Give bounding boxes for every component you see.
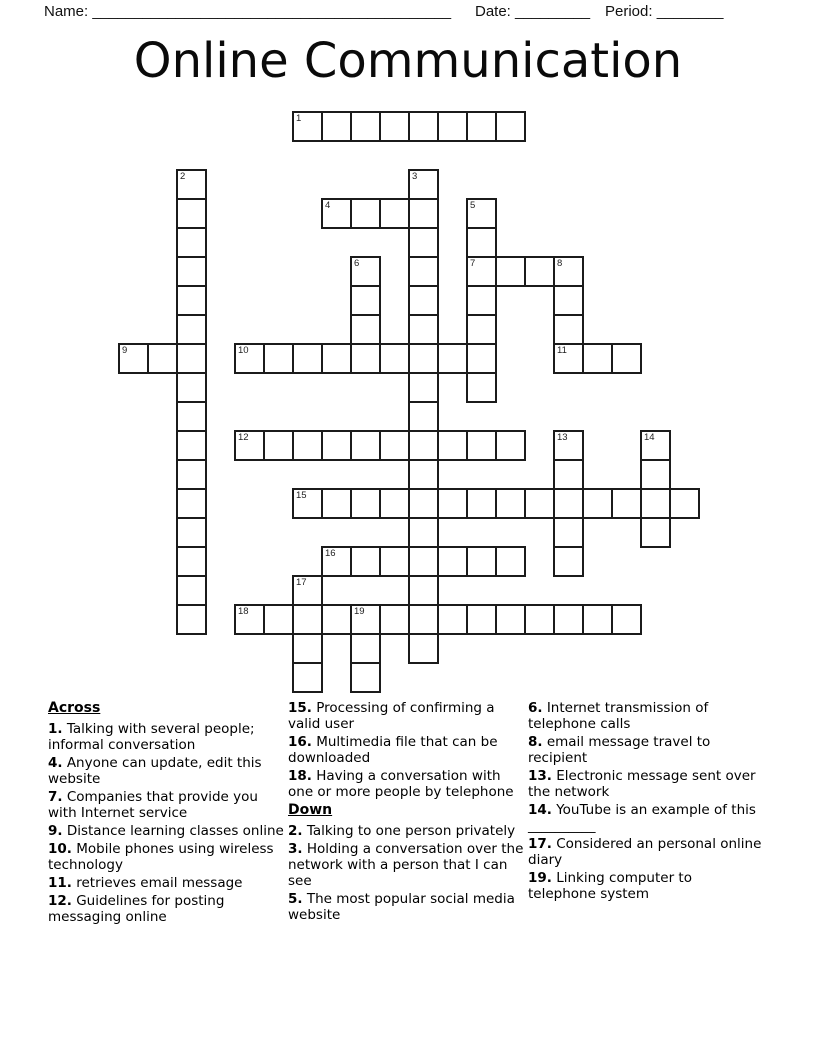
grid-cell-r8-c9[interactable] bbox=[379, 343, 410, 374]
clue-number: 11. bbox=[48, 875, 72, 891]
clue-text: Internet transmission of telephone calls bbox=[528, 700, 709, 732]
grid-cell-r8-c11[interactable] bbox=[437, 343, 468, 374]
clue-number: 16. bbox=[288, 734, 312, 750]
cell-clue-number: 8 bbox=[557, 258, 563, 269]
clue-text: Talking with several people; informal conversation bbox=[48, 721, 255, 753]
grid-cell-r0-c12[interactable] bbox=[466, 111, 497, 142]
grid-cell-r17-c10[interactable] bbox=[408, 604, 439, 635]
grid-cell-r5-c13[interactable] bbox=[495, 256, 526, 287]
grid-cell-r14-c18[interactable] bbox=[640, 517, 671, 548]
clue-number: 2. bbox=[288, 823, 303, 839]
grid-cell-r18-c10[interactable] bbox=[408, 633, 439, 664]
grid-cell-r7-c10[interactable] bbox=[408, 314, 439, 345]
name-label: Name: bbox=[44, 3, 89, 20]
grid-cell-r8-c0[interactable] bbox=[118, 343, 149, 374]
clue-item-13 bbox=[528, 768, 764, 800]
grid-cell-r8-c5[interactable] bbox=[263, 343, 294, 374]
grid-cell-r13-c13[interactable] bbox=[495, 488, 526, 519]
grid-cell-r7-c2[interactable] bbox=[176, 314, 207, 345]
clue-item-19 bbox=[528, 870, 764, 902]
clue-item-4 bbox=[48, 755, 284, 787]
grid-cell-r5-c10[interactable] bbox=[408, 256, 439, 287]
grid-cell-r0-c13[interactable] bbox=[495, 111, 526, 142]
clue-item-1 bbox=[48, 721, 284, 753]
grid-cell-r15-c7[interactable] bbox=[321, 546, 352, 577]
grid-cell-r15-c10[interactable] bbox=[408, 546, 439, 577]
grid-cell-r5-c8[interactable] bbox=[350, 256, 381, 287]
clue-number: 12. bbox=[48, 893, 72, 909]
clue-number: 19. bbox=[528, 870, 552, 886]
grid-cell-r6-c12[interactable] bbox=[466, 285, 497, 316]
clue-number: 15. bbox=[288, 700, 312, 716]
clue-text: email message travel to recipient bbox=[528, 734, 711, 766]
cell-clue-number: 12 bbox=[238, 432, 249, 443]
grid-cell-r17-c4[interactable] bbox=[234, 604, 265, 635]
clue-number: 6. bbox=[528, 700, 543, 716]
clue-item-14 bbox=[528, 802, 764, 834]
grid-cell-r17-c2[interactable] bbox=[176, 604, 207, 635]
grid-cell-r11-c9[interactable] bbox=[379, 430, 410, 461]
grid-cell-r11-c12[interactable] bbox=[466, 430, 497, 461]
clue-number: 18. bbox=[288, 768, 312, 784]
grid-cell-r3-c2[interactable] bbox=[176, 198, 207, 229]
grid-cell-r5-c2[interactable] bbox=[176, 256, 207, 287]
grid-cell-r13-c11[interactable] bbox=[437, 488, 468, 519]
grid-cell-r17-c12[interactable] bbox=[466, 604, 497, 635]
grid-cell-r3-c8[interactable] bbox=[350, 198, 381, 229]
cell-clue-number: 4 bbox=[325, 200, 331, 211]
page-title: Online Communication bbox=[133, 33, 683, 89]
clue-text: Electronic message sent over the network bbox=[528, 768, 756, 800]
grid-cell-r6-c10[interactable] bbox=[408, 285, 439, 316]
grid-cell-r13-c10[interactable] bbox=[408, 488, 439, 519]
clue-number: 8. bbox=[528, 734, 543, 750]
grid-cell-r11-c7[interactable] bbox=[321, 430, 352, 461]
grid-cell-r8-c10[interactable] bbox=[408, 343, 439, 374]
grid-cell-r12-c15[interactable] bbox=[553, 459, 584, 490]
clue-item-6 bbox=[528, 700, 764, 732]
clue-number: 17. bbox=[528, 836, 552, 852]
grid-cell-r11-c11[interactable] bbox=[437, 430, 468, 461]
crossword-grid bbox=[118, 111, 700, 695]
grid-cell-r2-c10[interactable] bbox=[408, 169, 439, 200]
clue-item-7 bbox=[48, 789, 284, 821]
clue-text: retrieves email message bbox=[71, 875, 243, 891]
grid-cell-r14-c10[interactable] bbox=[408, 517, 439, 548]
grid-cell-r13-c14[interactable] bbox=[524, 488, 555, 519]
grid-cell-r3-c10[interactable] bbox=[408, 198, 439, 229]
cell-clue-number: 19 bbox=[354, 606, 365, 617]
grid-cell-r6-c8[interactable] bbox=[350, 285, 381, 316]
clue-text: The most popular social media website bbox=[288, 891, 515, 923]
grid-cell-r9-c12[interactable] bbox=[466, 372, 497, 403]
grid-cell-r8-c17[interactable] bbox=[611, 343, 642, 374]
grid-cell-r19-c6[interactable] bbox=[292, 662, 323, 693]
cell-clue-number: 14 bbox=[644, 432, 655, 443]
grid-cell-r3-c12[interactable] bbox=[466, 198, 497, 229]
grid-cell-r11-c10[interactable] bbox=[408, 430, 439, 461]
grid-cell-r7-c15[interactable] bbox=[553, 314, 584, 345]
grid-cell-r14-c2[interactable] bbox=[176, 517, 207, 548]
cell-clue-number: 5 bbox=[470, 200, 476, 211]
clue-list-header-down: Down bbox=[288, 802, 333, 818]
cell-clue-number: 13 bbox=[557, 432, 568, 443]
grid-cell-r8-c4[interactable] bbox=[234, 343, 265, 374]
grid-cell-r16-c10[interactable] bbox=[408, 575, 439, 606]
clue-column-left bbox=[48, 700, 284, 927]
grid-cell-r5-c14[interactable] bbox=[524, 256, 555, 287]
grid-cell-r16-c6[interactable] bbox=[292, 575, 323, 606]
cell-clue-number: 6 bbox=[354, 258, 360, 269]
clue-number: 13. bbox=[528, 768, 552, 784]
grid-cell-r15-c8[interactable] bbox=[350, 546, 381, 577]
grid-cell-r8-c6[interactable] bbox=[292, 343, 323, 374]
cell-clue-number: 7 bbox=[470, 258, 476, 269]
clue-text: Linking computer to telephone system bbox=[528, 870, 692, 902]
grid-cell-r13-c7[interactable] bbox=[321, 488, 352, 519]
grid-cell-r15-c9[interactable] bbox=[379, 546, 410, 577]
clue-number: 5. bbox=[288, 891, 303, 907]
grid-cell-r5-c15[interactable] bbox=[553, 256, 584, 287]
grid-cell-r8-c2[interactable] bbox=[176, 343, 207, 374]
clue-text: Talking to one person privately bbox=[302, 823, 516, 839]
grid-cell-r4-c10[interactable] bbox=[408, 227, 439, 258]
grid-cell-r9-c10[interactable] bbox=[408, 372, 439, 403]
cell-clue-number: 2 bbox=[180, 171, 186, 182]
grid-cell-r11-c4[interactable] bbox=[234, 430, 265, 461]
clue-item-11 bbox=[48, 875, 284, 891]
cell-clue-number: 16 bbox=[325, 548, 336, 559]
grid-cell-r11-c5[interactable] bbox=[263, 430, 294, 461]
clue-item-16 bbox=[288, 734, 524, 766]
clue-item-3 bbox=[288, 841, 524, 889]
name-blank-line[interactable]: ___________________________________________ bbox=[92, 3, 452, 20]
clue-text: YouTube is an example of this __________ bbox=[528, 802, 756, 834]
cell-clue-number: 9 bbox=[122, 345, 128, 356]
grid-cell-r3-c7[interactable] bbox=[321, 198, 352, 229]
grid-cell-r13-c19[interactable] bbox=[669, 488, 700, 519]
grid-cell-r6-c2[interactable] bbox=[176, 285, 207, 316]
grid-cell-r12-c18[interactable] bbox=[640, 459, 671, 490]
grid-cell-r6-c15[interactable] bbox=[553, 285, 584, 316]
grid-cell-r19-c8[interactable] bbox=[350, 662, 381, 693]
date-blank-line[interactable]: _________ bbox=[515, 3, 591, 20]
grid-cell-r18-c8[interactable] bbox=[350, 633, 381, 664]
grid-cell-r12-c2[interactable] bbox=[176, 459, 207, 490]
worksheet-header bbox=[0, 2, 816, 26]
grid-cell-r13-c15[interactable] bbox=[553, 488, 584, 519]
clue-text: Considered an personal online diary bbox=[528, 836, 762, 868]
clue-number: 10. bbox=[48, 841, 72, 857]
grid-cell-r0-c10[interactable] bbox=[408, 111, 439, 142]
grid-cell-r13-c9[interactable] bbox=[379, 488, 410, 519]
clue-list-header-across: Across bbox=[48, 700, 101, 716]
grid-cell-r0-c11[interactable] bbox=[437, 111, 468, 142]
clue-number: 3. bbox=[288, 841, 303, 857]
grid-cell-r11-c2[interactable] bbox=[176, 430, 207, 461]
cell-clue-number: 1 bbox=[296, 113, 302, 124]
grid-cell-r12-c10[interactable] bbox=[408, 459, 439, 490]
clue-column-right bbox=[528, 700, 764, 904]
clue-text: Guidelines for posting messaging online bbox=[48, 893, 225, 925]
grid-cell-r13-c2[interactable] bbox=[176, 488, 207, 519]
grid-cell-r8-c7[interactable] bbox=[321, 343, 352, 374]
grid-cell-r11-c15[interactable] bbox=[553, 430, 584, 461]
grid-cell-r15-c2[interactable] bbox=[176, 546, 207, 577]
cell-clue-number: 3 bbox=[412, 171, 418, 182]
grid-cell-r15-c12[interactable] bbox=[466, 546, 497, 577]
clue-item-15 bbox=[288, 700, 524, 732]
grid-cell-r17-c15[interactable] bbox=[553, 604, 584, 635]
clue-item-18 bbox=[288, 768, 524, 800]
clue-text: Anyone can update, edit this website bbox=[48, 755, 262, 787]
grid-cell-r0-c8[interactable] bbox=[350, 111, 381, 142]
cell-clue-number: 17 bbox=[296, 577, 307, 588]
clue-number: 1. bbox=[48, 721, 63, 737]
grid-cell-r13-c17[interactable] bbox=[611, 488, 642, 519]
clue-item-9 bbox=[48, 823, 284, 839]
cell-clue-number: 11 bbox=[557, 345, 567, 356]
clue-column-middle bbox=[288, 700, 524, 925]
grid-cell-r8-c8[interactable] bbox=[350, 343, 381, 374]
cell-clue-number: 15 bbox=[296, 490, 307, 501]
grid-cell-r8-c12[interactable] bbox=[466, 343, 497, 374]
grid-cell-r5-c12[interactable] bbox=[466, 256, 497, 287]
clue-item-2 bbox=[288, 823, 524, 839]
grid-cell-r17-c13[interactable] bbox=[495, 604, 526, 635]
grid-cell-r17-c11[interactable] bbox=[437, 604, 468, 635]
period-label: Period: bbox=[605, 3, 653, 20]
grid-cell-r16-c2[interactable] bbox=[176, 575, 207, 606]
grid-cell-r17-c8[interactable] bbox=[350, 604, 381, 635]
cell-clue-number: 18 bbox=[238, 606, 249, 617]
grid-cell-r13-c16[interactable] bbox=[582, 488, 613, 519]
grid-cell-r17-c16[interactable] bbox=[582, 604, 613, 635]
grid-cell-r11-c13[interactable] bbox=[495, 430, 526, 461]
clue-item-17 bbox=[528, 836, 764, 868]
clue-text: Companies that provide you with Internet service bbox=[48, 789, 258, 821]
clue-text: Having a conversation with one or more people by telephone bbox=[288, 768, 514, 800]
grid-cell-r8-c16[interactable] bbox=[582, 343, 613, 374]
clue-item-8 bbox=[528, 734, 764, 766]
clue-number: 9. bbox=[48, 823, 63, 839]
grid-cell-r2-c2[interactable] bbox=[176, 169, 207, 200]
clue-number: 7. bbox=[48, 789, 63, 805]
grid-cell-r13-c8[interactable] bbox=[350, 488, 381, 519]
grid-cell-r13-c18[interactable] bbox=[640, 488, 671, 519]
clue-number: 4. bbox=[48, 755, 63, 771]
grid-cell-r18-c6[interactable] bbox=[292, 633, 323, 664]
grid-cell-r7-c8[interactable] bbox=[350, 314, 381, 345]
grid-cell-r17-c5[interactable] bbox=[263, 604, 294, 635]
clue-text: Multimedia file that can be downloaded bbox=[288, 734, 498, 766]
grid-cell-r0-c6[interactable] bbox=[292, 111, 323, 142]
grid-cell-r11-c8[interactable] bbox=[350, 430, 381, 461]
grid-cell-r17-c17[interactable] bbox=[611, 604, 642, 635]
grid-cell-r15-c15[interactable] bbox=[553, 546, 584, 577]
grid-cell-r10-c2[interactable] bbox=[176, 401, 207, 432]
grid-cell-r4-c12[interactable] bbox=[466, 227, 497, 258]
period-blank-line[interactable]: ________ bbox=[656, 3, 724, 20]
grid-cell-r13-c12[interactable] bbox=[466, 488, 497, 519]
grid-cell-r15-c11[interactable] bbox=[437, 546, 468, 577]
grid-cell-r0-c7[interactable] bbox=[321, 111, 352, 142]
grid-cell-r9-c2[interactable] bbox=[176, 372, 207, 403]
grid-cell-r17-c9[interactable] bbox=[379, 604, 410, 635]
clue-number: 14. bbox=[528, 802, 552, 818]
clue-text: Processing of confirming a valid user bbox=[288, 700, 495, 732]
grid-cell-r11-c6[interactable] bbox=[292, 430, 323, 461]
clue-text: Holding a conversation over the network with a person that I can see bbox=[288, 841, 524, 889]
grid-cell-r10-c10[interactable] bbox=[408, 401, 439, 432]
date-label: Date: bbox=[475, 3, 511, 20]
grid-cell-r7-c12[interactable] bbox=[466, 314, 497, 345]
grid-cell-r17-c6[interactable] bbox=[292, 604, 323, 635]
clue-item-10 bbox=[48, 841, 284, 873]
grid-cell-r15-c13[interactable] bbox=[495, 546, 526, 577]
grid-cell-r8-c1[interactable] bbox=[147, 343, 178, 374]
clue-item-5 bbox=[288, 891, 524, 923]
grid-cell-r11-c18[interactable] bbox=[640, 430, 671, 461]
grid-cell-r14-c15[interactable] bbox=[553, 517, 584, 548]
grid-cell-r13-c6[interactable] bbox=[292, 488, 323, 519]
clue-text: Mobile phones using wireless technology bbox=[48, 841, 274, 873]
grid-cell-r4-c2[interactable] bbox=[176, 227, 207, 258]
grid-cell-r3-c9[interactable] bbox=[379, 198, 410, 229]
grid-cell-r17-c7[interactable] bbox=[321, 604, 352, 635]
grid-cell-r8-c15[interactable] bbox=[553, 343, 584, 374]
cell-clue-number: 10 bbox=[238, 345, 249, 356]
grid-cell-r0-c9[interactable] bbox=[379, 111, 410, 142]
clue-item-12 bbox=[48, 893, 284, 925]
grid-cell-r17-c14[interactable] bbox=[524, 604, 555, 635]
clue-text: Distance learning classes online bbox=[62, 823, 284, 839]
